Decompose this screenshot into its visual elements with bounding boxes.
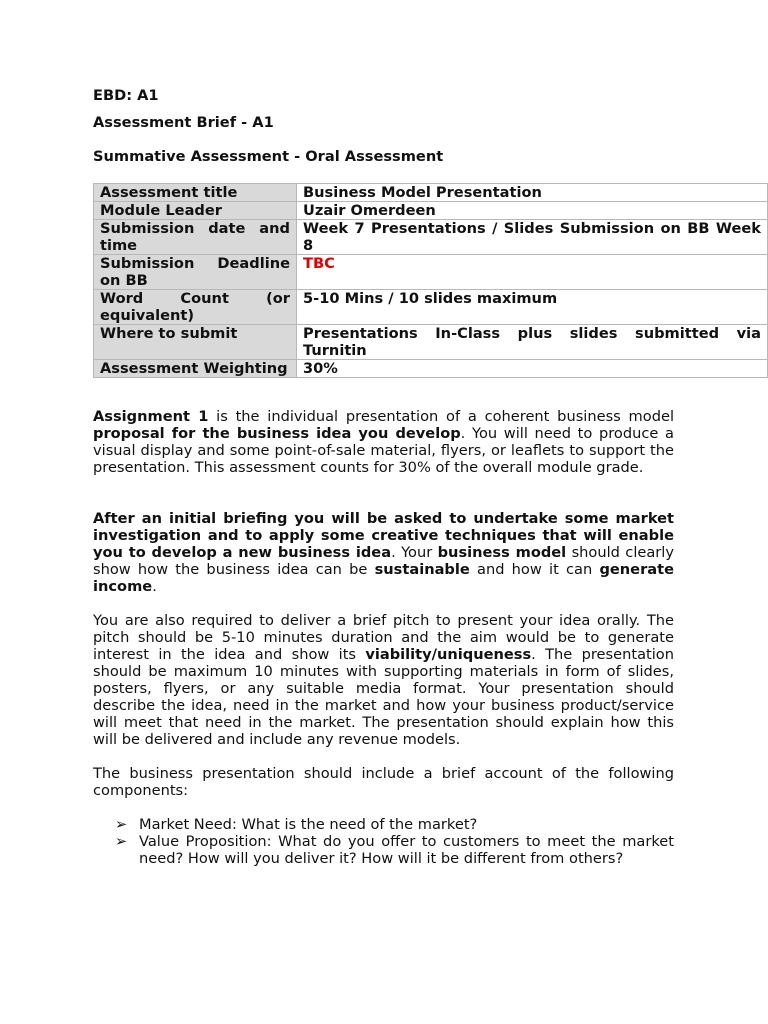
arrow-bullet-icon: ➢ — [115, 816, 128, 833]
paragraph-assignment: Assignment 1 is the individual presentation of a coherent business model proposal for the business idea you develop. You will need to produce a visual display and some point-of-sale material, flyers, or leaflets to support the presentation. This assessment counts for 30% of the overall module grade. — [93, 408, 675, 476]
paragraph-pitch: You are also required to deliver a brief pitch to present your idea orally. The pitch should be 5-10 minutes duration and the aim would be to generate interest in the idea and show its viability/uniqueness. The presentation should be maximum 10 minutes with supporting materials in form of slides, posters, flyers, or any suitable media format. Your presentation should describe the idea, need in the market and how your business product/service will meet that need in the market. The presentation should explain how this will be delivered and include any revenue models. — [93, 612, 674, 748]
components-list — [93, 816, 674, 867]
list-item — [115, 816, 674, 833]
assessment-info-table — [93, 183, 768, 378]
table-label: Where to submit — [94, 325, 297, 360]
assessment-type: Summative Assessment - Oral Assessment — [93, 148, 444, 165]
table-label: Assessment Weighting — [94, 360, 297, 378]
table-label: Assessment title — [94, 184, 297, 202]
table-row — [94, 325, 768, 360]
table-row — [94, 360, 768, 378]
list-item-text: Market Need: What is the need of the market? — [139, 816, 478, 833]
table-row — [94, 184, 768, 202]
module-code: EBD: A1 — [93, 87, 159, 104]
table-row — [94, 290, 768, 325]
table-label: Submission Deadline on BB — [94, 255, 297, 290]
list-item — [115, 833, 674, 867]
paragraph-components: The business presentation should include a brief account of the following components: — [93, 765, 674, 799]
table-label: Submission date and time — [94, 220, 297, 255]
table-label: Module Leader — [94, 202, 297, 220]
document-header — [93, 86, 674, 174]
spacer — [93, 493, 674, 510]
table-value: Presentations In-Class plus slides submitted via Turnitin — [297, 325, 768, 360]
table-row — [94, 255, 768, 290]
table-value: Business Model Presentation — [297, 184, 768, 202]
table-value: TBC — [297, 255, 768, 290]
table-value: 5-10 Mins / 10 slides maximum — [297, 290, 768, 325]
table-label: Word Count (or equivalent) — [94, 290, 297, 325]
table-value: Week 7 Presentations / Slides Submission on BB Week 8 — [297, 220, 768, 255]
arrow-bullet-icon: ➢ — [115, 833, 128, 850]
table-value: 30% — [297, 360, 768, 378]
brief-title: Assessment Brief - A1 — [93, 114, 274, 131]
table-row — [94, 202, 768, 220]
table-row — [94, 220, 768, 255]
paragraph-briefing: After an initial briefing you will be asked to undertake some market investigation and to apply some creative techniques that will enable you to develop a new business idea. Your business model should clearly show how the business idea can be sustainable and how it can generate income. — [93, 510, 675, 595]
document-body — [93, 408, 674, 867]
table-value: Uzair Omerdeen — [297, 202, 768, 220]
list-item-text: Value Proposition: What do you offer to customers to meet the market need? How will you deliver it? How will it be different from others? — [139, 833, 674, 867]
